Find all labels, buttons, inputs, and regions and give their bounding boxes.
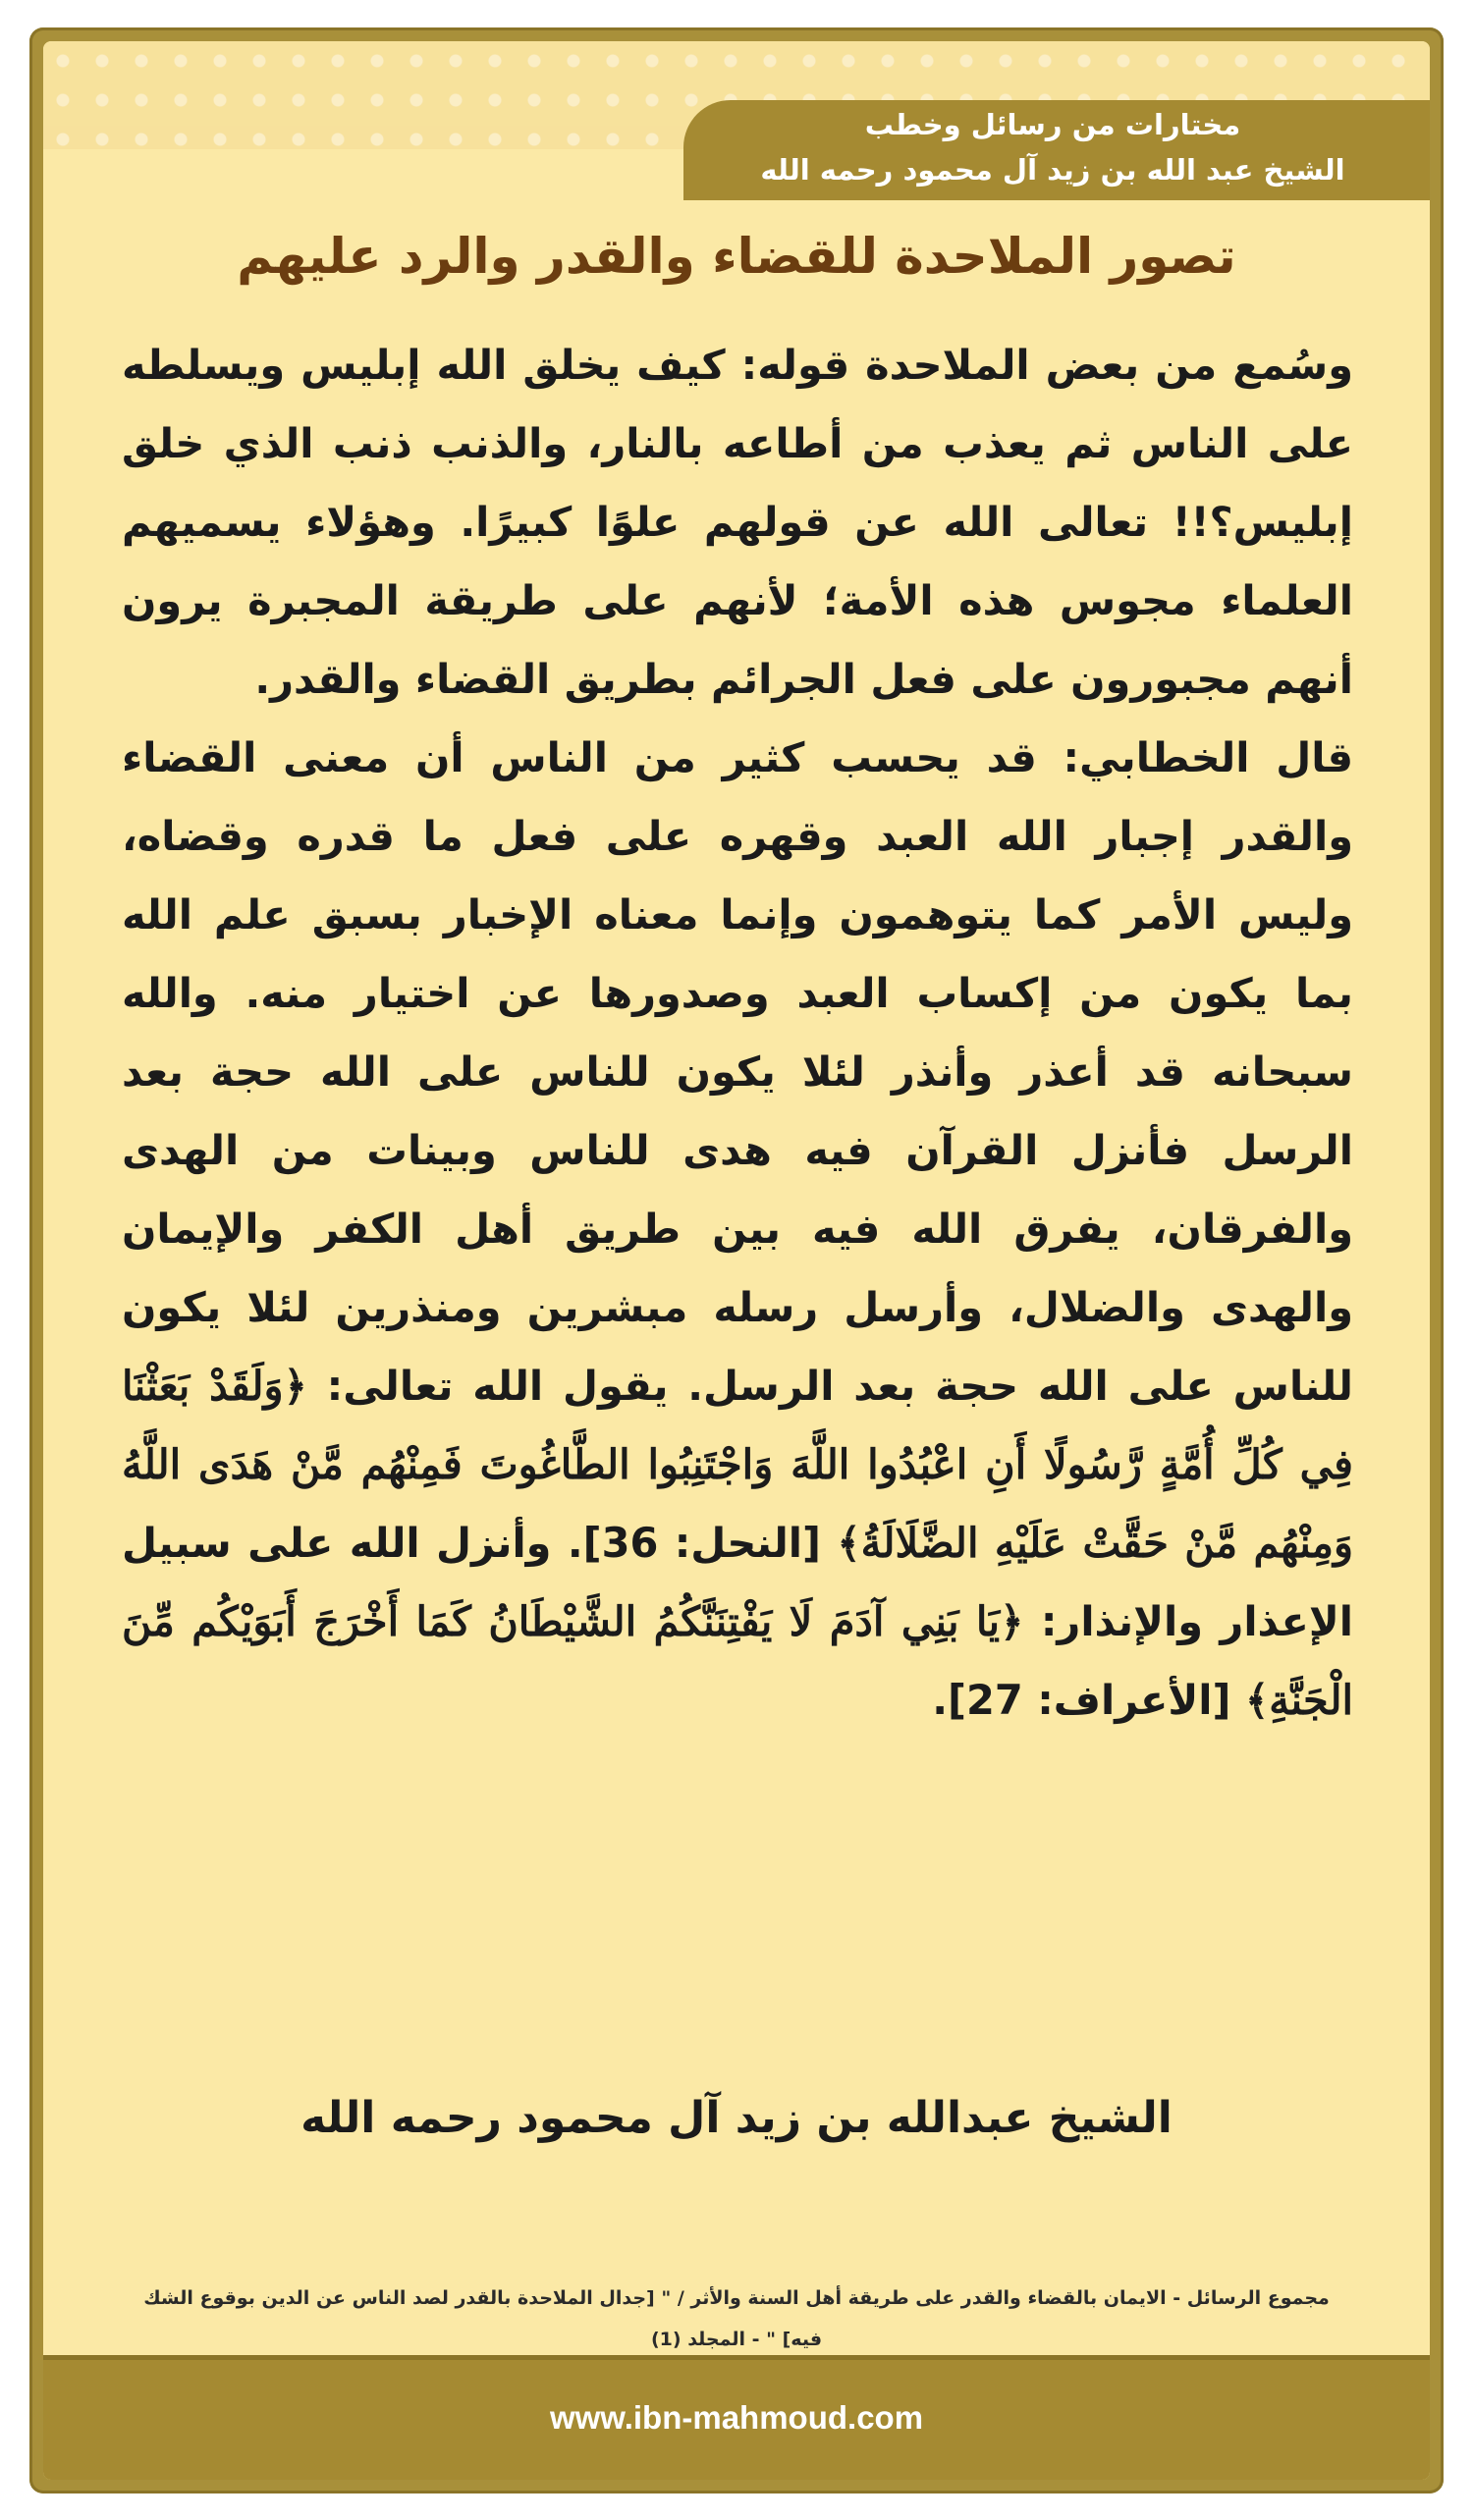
series-title: مختارات من رسائل وخطب — [864, 108, 1241, 141]
paragraph-1: وسُمع من بعض الملاحدة قوله: كيف يخلق الله إبليس ويسلطه على الناس ثم يعذب من أطاعه بالنار، والذنب ذنب الذي خلق إبليس؟!! تعالى الله عن قولهم علوًا كبيرًا. وهؤلاء يسميهم العلماء مجوس هذه الأمة؛ لأنهم على طريقة المجبرة يرون أنهم مجبورون على فعل الجرائم بطريق القضاء والقدر. — [122, 341, 1353, 703]
website-link[interactable]: www.ibn-mahmoud.com — [549, 2399, 924, 2436]
paragraph-2 — [122, 719, 1353, 1740]
paragraph-2-text: قال الخطابي: قد يحسب كثير من الناس أن معنى القضاء والقدر إجبار الله العبد وقهره على فعل ما قدره وقضاه، وليس الأمر كما يتوهمون وإنما معناه الإخبار بسبق علم الله بما يكون من إكساب العبد وصدورها عن اختيار منه. والله سبحانه قد أعذر وأنذر لئلا يكون للناس على الله حجة بعد الرسل فأنزل القرآن فيه هدى للناس وبينات من الهدى والفرقان، يفرق الله فيه بين طريق أهل الكفر والإيمان والهدى والضلال، وأرسل رسله مبشرين ومنذرين لئلا يكون للناس على الله حجة بعد الرسل. يقول الله تعالى: — [122, 733, 1353, 1410]
page-title: تصور الملاحدة للقضاء والقدر والرد عليهم — [237, 228, 1236, 285]
paragraph-2-mid: وأنزل الله على سبيل الإعذار والإنذار: — [122, 1519, 1353, 1645]
series-author: الشيخ عبد الله بن زيد آل محمود رحمه الله — [760, 153, 1345, 187]
source-citation: مجموع الرسائل - الايمان بالقضاء والقدر على طريقة أهل السنة والأثر / " [جدال الملاحدة بالقدر لصد الناس عن الدين بوقوع الشك فيه] " - المجلد (1) — [143, 2287, 1330, 2350]
footer-bar — [43, 2355, 1430, 2480]
author-signature: الشيخ عبدالله بن زيد آل محمود رحمه الله — [300, 2093, 1173, 2143]
article-body — [122, 326, 1353, 1740]
quran-verse-1: ﴿وَلَقَدْ بَعَثْنَا فِي كُلِّ أُمَّةٍ رَّسُولًا أَنِ اعْبُدُوا اللَّهَ وَاجْتَنِبُوا الطَّاغُوتَ فَمِنْهُم مَّنْ هَدَى اللَّهُ وَمِنْهُم مَّنْ حَقَّتْ عَلَيْهِ الضَّلَالَةُ﴾ — [122, 1362, 1353, 1567]
page-card — [43, 41, 1430, 2480]
quran-verse-2: ﴿يَا بَنِي آدَمَ لَا يَفْتِنَنَّكُمُ الشَّيْطَانُ كَمَا أَخْرَجَ أَبَوَيْكُم مِّنَ الْجَنَّةِ﴾ — [122, 1597, 1353, 1724]
verse-reference-1: [النحل: 36]. — [551, 1519, 838, 1567]
series-header — [699, 102, 1406, 192]
verse-reference-2: [الأعراف: 27]. — [932, 1676, 1245, 1724]
